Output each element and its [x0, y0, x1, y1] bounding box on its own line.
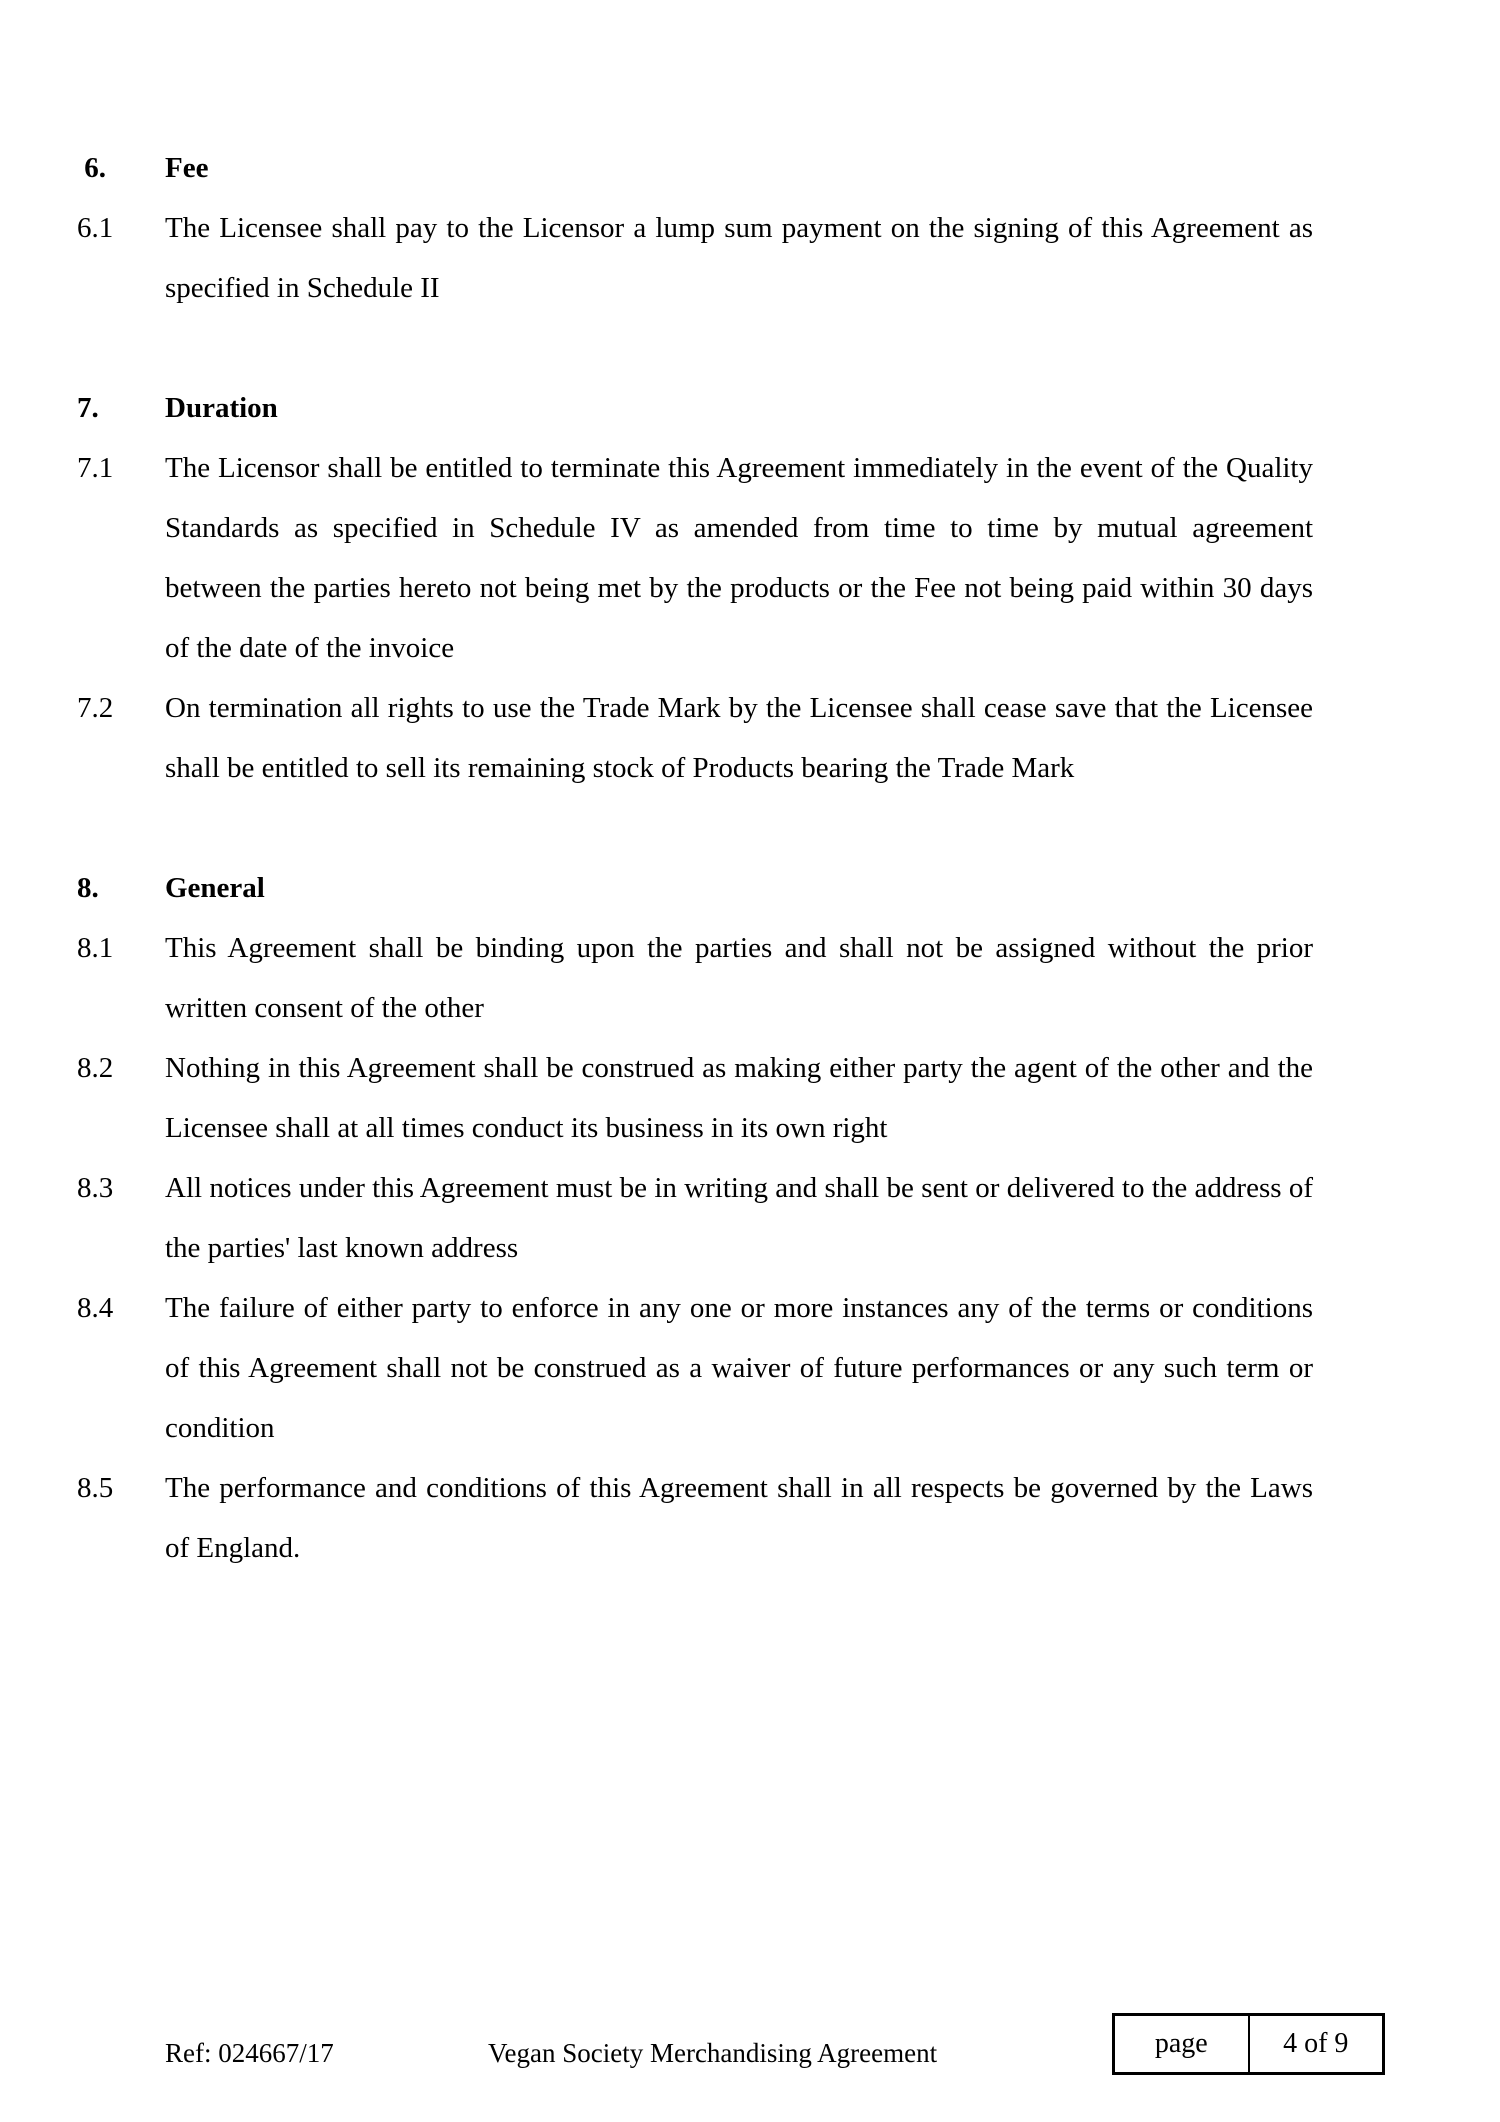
- section-duration: [77, 378, 1313, 798]
- section-title: General: [165, 872, 265, 904]
- section-title: Fee: [165, 152, 209, 184]
- page-label: page: [1115, 2016, 1250, 2072]
- clause-text: The Licensor shall be entitled to terminate this Agreement immediately in the event of the Quality Standards as specified in Schedule IV as amended from time to time by mutual agreement between the parties hereto not being met by the products or the Fee not being paid within 30 days of the date of the invoice: [165, 452, 1313, 664]
- section-heading: [77, 378, 1313, 438]
- clause-text: This Agreement shall be binding upon the parties and shall not be assigned without the prior written consent of the other: [165, 932, 1313, 1024]
- clause-text: On termination all rights to use the Trade Mark by the Licensee shall cease save that the Licensee shall be entitled to sell its remaining stock of Products bearing the Trade Mark: [165, 692, 1313, 784]
- clause-number: 7.2: [77, 692, 114, 724]
- clause-8-3: [77, 1158, 1313, 1278]
- clause-8-2: [77, 1038, 1313, 1158]
- page-number: 4 of 9: [1283, 2028, 1349, 2059]
- clause-number: 8.1: [77, 932, 114, 964]
- section-heading: [77, 138, 1313, 198]
- clause-text: Nothing in this Agreement shall be construed as making either party the agent of the other and the Licensee shall at all times conduct its business in its own right: [165, 1052, 1313, 1144]
- clause-text: All notices under this Agreement must be in writing and shall be sent or delivered to the address of the parties' last known address: [165, 1172, 1313, 1264]
- clause-8-5: [77, 1458, 1313, 1578]
- clause-text: The Licensee shall pay to the Licensor a lump sum payment on the signing of this Agreement as specified in Schedule II: [165, 212, 1313, 304]
- footer-reference: Ref: 024667/17: [165, 2038, 334, 2068]
- clause-number: 8.2: [77, 1052, 114, 1084]
- section-title: Duration: [165, 392, 278, 424]
- clause-6-1: [77, 198, 1313, 318]
- clause-8-4: [77, 1278, 1313, 1458]
- clause-number: 6.1: [77, 212, 114, 244]
- clause-7-2: [77, 678, 1313, 798]
- section-number: 8.: [77, 872, 99, 904]
- clause-text: The performance and conditions of this Agreement shall in all respects be governed by the Laws of England.: [165, 1472, 1313, 1564]
- footer-document-title: Vegan Society Merchandising Agreement: [488, 2038, 938, 2068]
- section-heading: [77, 858, 1313, 918]
- clause-7-1: [77, 438, 1313, 678]
- document-body: [77, 138, 1313, 1578]
- section-number: 6.: [77, 152, 106, 184]
- section-fee: [77, 138, 1313, 318]
- section-number: 7.: [77, 392, 99, 424]
- clause-number: 8.5: [77, 1472, 114, 1504]
- clause-number: 7.1: [77, 452, 114, 484]
- page-number-box: [1112, 2013, 1385, 2075]
- clause-number: 8.4: [77, 1292, 114, 1324]
- section-general: [77, 858, 1313, 1578]
- clause-8-1: [77, 918, 1313, 1038]
- clause-text: The failure of either party to enforce in any one or more instances any of the terms or conditions of this Agreement shall not be construed as a waiver of future performances or any such term or condition: [165, 1292, 1313, 1444]
- clause-number: 8.3: [77, 1172, 114, 1204]
